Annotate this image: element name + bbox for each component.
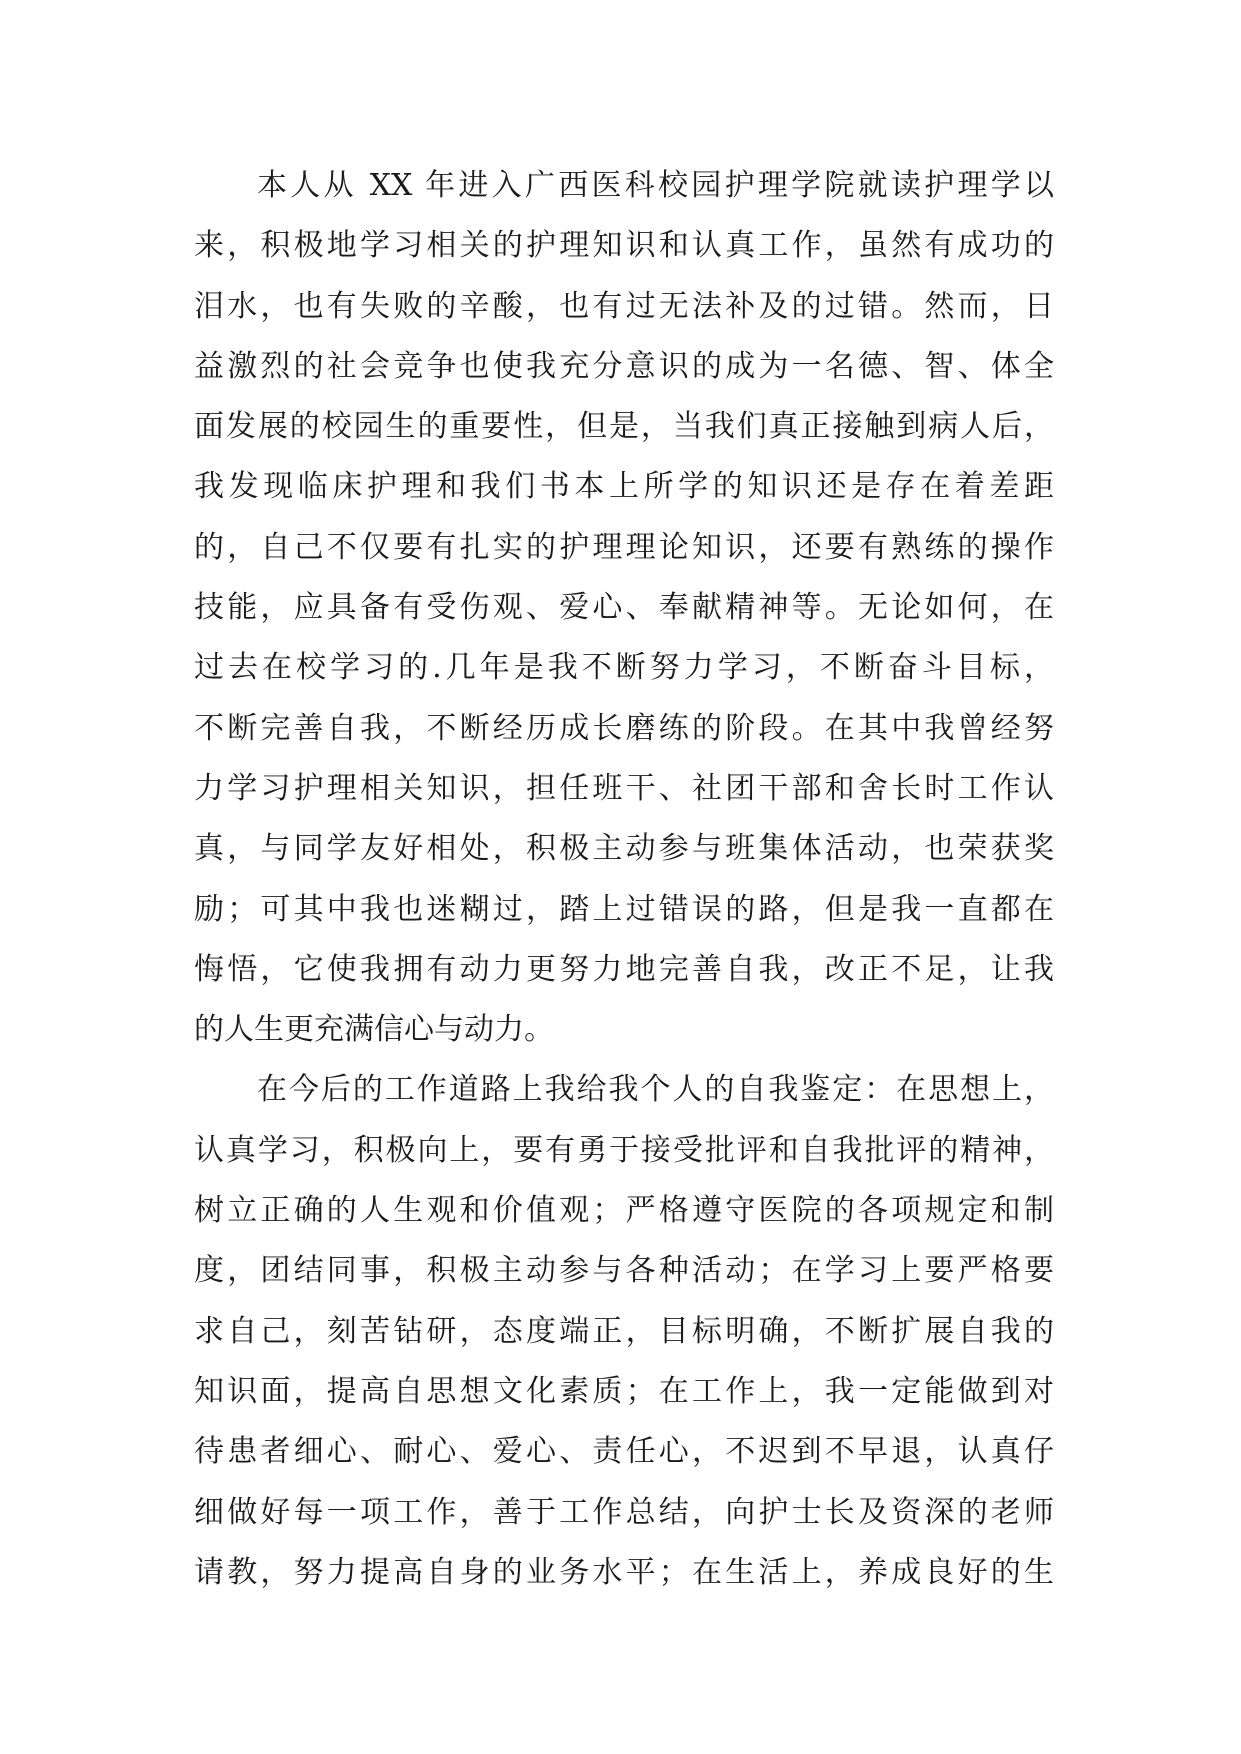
text-line: 本人从 XX 年进入广西医科校园护理学院就读护理学以 [257,168,1054,203]
text-line: 知识面，提高自思想文化素质；在工作上，我一定能做到对 [194,1373,1054,1409]
text-line: 真，与同学友好相处，积极主动参与班集体活动，也荣获奖 [194,831,1054,867]
text-line: 不断完善自我，不断经历成长磨练的阶段。在其中我曾经努 [194,710,1054,746]
text-line: 力学习护理相关知识，担任班干、社团干部和舍长时工作认 [194,770,1054,806]
text-line: 认真学习，积极向上，要有勇于接受批评和自我批评的精神， [194,1132,1054,1168]
document-body [194,156,1054,1603]
text-line: 度，团结同事，积极主动参与各种活动；在学习上要严格要 [194,1253,1054,1289]
text-line: 悔悟，它使我拥有动力更努力地完善自我，改正不足，让我 [194,951,1054,987]
paragraph-1 [194,156,1054,1060]
text-line: 励；可其中我也迷糊过，踏上过错误的路，但是我一直都在 [194,891,1054,927]
text-line: 的人生更充满信心与动力。 [194,1012,554,1048]
text-line: 过去在校学习的.几年是我不断努力学习，不断奋斗目标， [194,650,1054,686]
paragraph-2 [194,1060,1054,1603]
text-line: 技能，应具备有受伤观、爱心、奉献精神等。无论如何，在 [194,590,1054,626]
text-line: 细做好每一项工作，善于工作总结，向护士长及资深的老师 [194,1494,1054,1530]
text-line: 我发现临床护理和我们书本上所学的知识还是存在着差距 [194,469,1054,505]
text-line: 树立正确的人生观和价值观；严格遵守医院的各项规定和制 [194,1193,1054,1229]
text-line: 面发展的校园生的重要性，但是，当我们真正接触到病人后， [194,409,1054,445]
text-line: 在今后的工作道路上我给我个人的自我鉴定：在思想上， [257,1072,1054,1108]
text-line: 泪水，也有失败的辛酸，也有过无法补及的过错。然而，日 [194,288,1054,324]
text-line: 的，自己不仅要有扎实的护理理论知识，还要有熟练的操作 [194,529,1054,565]
text-line: 待患者细心、耐心、爱心、责任心，不迟到不早退，认真仔 [194,1434,1054,1470]
text-line: 益激烈的社会竞争也使我充分意识的成为一名德、智、体全 [194,348,1054,384]
text-line: 来，积极地学习相关的护理知识和认真工作，虽然有成功的 [194,228,1054,264]
text-line: 求自己，刻苦钻研，态度端正，目标明确，不断扩展自我的 [194,1313,1054,1349]
text-line: 请教，努力提高自身的业务水平；在生活上，养成良好的生 [194,1554,1054,1590]
